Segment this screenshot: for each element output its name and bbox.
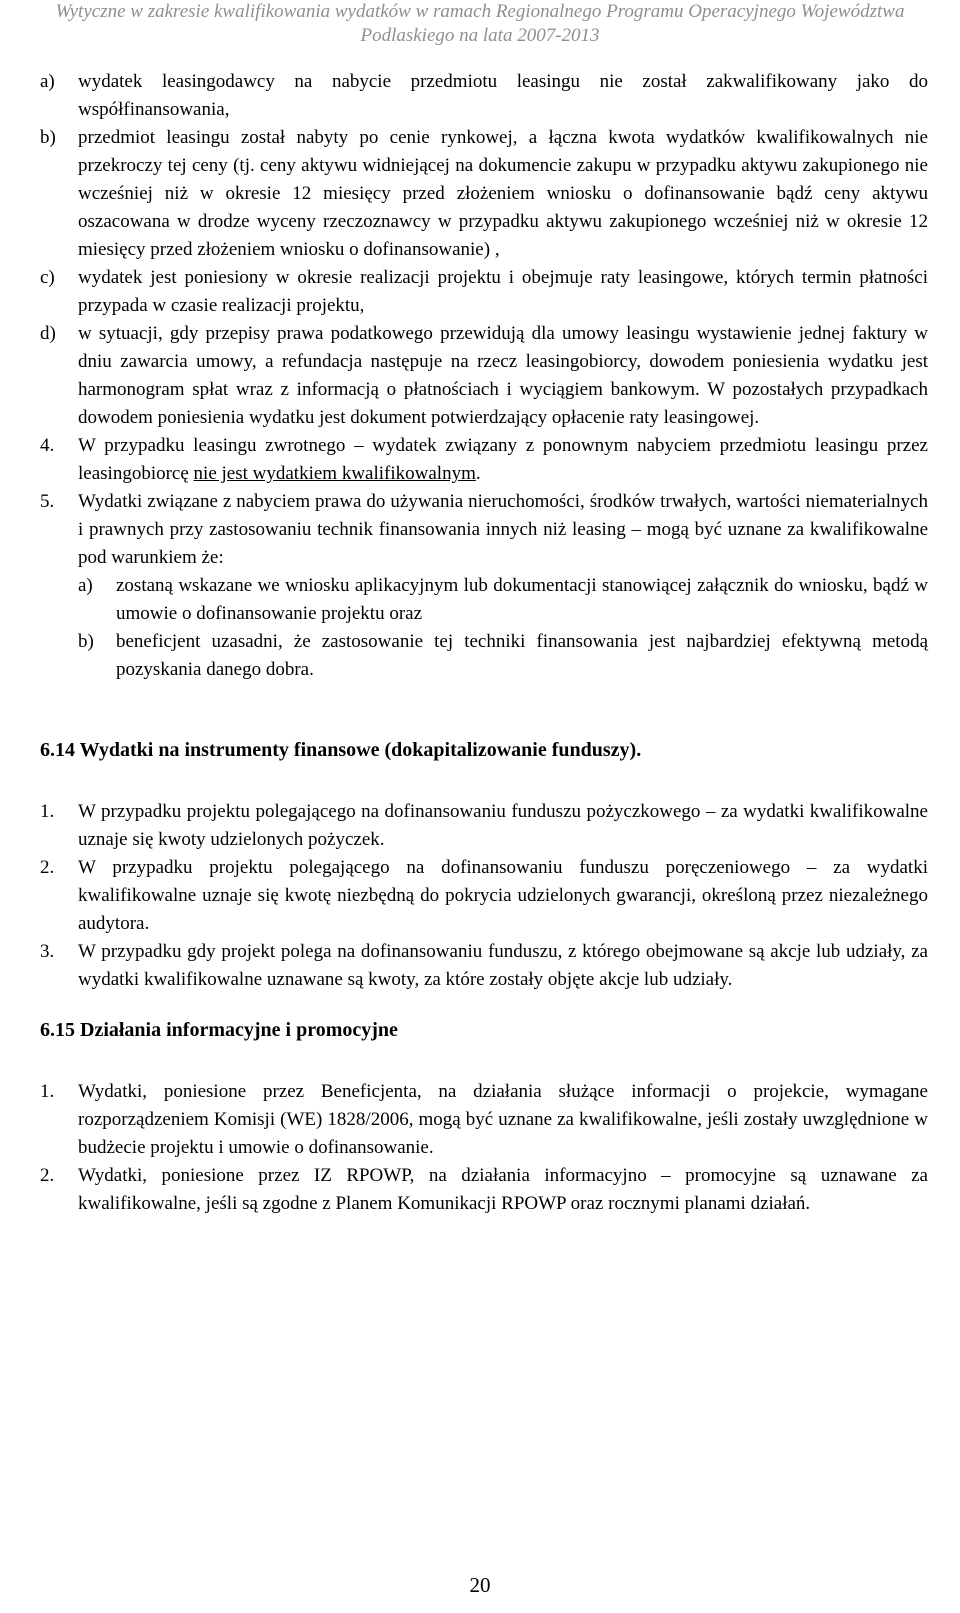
list-item bbox=[40, 68, 928, 124]
list-item bbox=[40, 854, 928, 938]
list-item-label: b) bbox=[40, 127, 56, 148]
list-item-label: 1. bbox=[40, 801, 55, 822]
running-header bbox=[0, 0, 960, 48]
sub-list-item-label: a) bbox=[78, 575, 93, 596]
list-item-label: 1. bbox=[40, 1081, 55, 1102]
list-a bbox=[40, 68, 928, 432]
document-body bbox=[40, 68, 928, 1218]
list-item-text: wydatek jest poniesiony w okresie realizacji projektu i obejmuje raty leasingowe, których termin płatności przypada w czasie realizacji projektu, bbox=[78, 267, 928, 316]
item4-text-pre: W przypadku leasingu zwrotnego – wydatek związany z ponownym nabyciem przedmiotu leasingu przez leasingobiorcę bbox=[78, 435, 928, 484]
list-item-text: W przypadku gdy projekt polega na dofinansowaniu funduszu, z którego obejmowane są akcje lub udziały, za wydatki kwalifikowalne uznawane są kwoty, za które zostały objęte akcje lub udziały. bbox=[78, 941, 928, 990]
list-item-text: Wydatki, poniesione przez Beneficjenta, na działania służące informacji o projekcie, wymagane rozporządzeniem Komisji (WE) 1828/2006, mogą być uznane za kwalifikowalne, jeśli zostały uwzględnione w budżecie projektu i umowie o dofinansowanie. bbox=[78, 1081, 928, 1158]
list-item-5 bbox=[40, 488, 928, 684]
list-item bbox=[40, 798, 928, 854]
list-item bbox=[40, 264, 928, 320]
list-item-label: 3. bbox=[40, 941, 55, 962]
list-item-4 bbox=[40, 432, 928, 488]
list-item-label: d) bbox=[40, 323, 56, 344]
section-6-15-list bbox=[40, 1078, 928, 1218]
list-item bbox=[40, 938, 928, 994]
list-item-text bbox=[78, 432, 928, 488]
list-item bbox=[40, 1078, 928, 1162]
item4-underlined-text: nie jest wydatkiem kwalifikowalnym bbox=[193, 463, 476, 484]
list-item bbox=[40, 124, 928, 264]
item4-text-post: . bbox=[475, 463, 481, 484]
list-item-text: przedmiot leasingu został nabyty po cenie rynkowej, a łączna kwota wydatków kwalifikowalnych nie przekroczy tej ceny (tj. ceny aktywu widniejącej na dokumencie zakupu w przypadku aktywu zakupionego nie wcześniej niż w okresie 12 miesięcy przed złożeniem wniosku o dofinansowanie bądź ceny aktywu oszacowana w drodze wyceny rzeczoznawcy w przypadku aktywu zakupionego wcześniej niż w okresie 12 miesięcy przed złożeniem wniosku o dofinansowanie) , bbox=[78, 127, 928, 260]
header-line-1: Wytyczne w zakresie kwalifikowania wydatków w ramach Regionalnego Programu Operacyjnego Województwa bbox=[55, 1, 905, 22]
list-item-text: wydatek leasingodawcy na nabycie przedmiotu leasingu nie został zakwalifikowany jako do współfinansowania, bbox=[78, 71, 928, 120]
section-heading-6-15: 6.15 Działania informacyjne i promocyjne bbox=[40, 1019, 398, 1041]
list-item-label: 4. bbox=[40, 435, 55, 456]
list-item-label: a) bbox=[40, 71, 55, 92]
page-number: 20 bbox=[469, 1573, 491, 1597]
sub-list-item-label: b) bbox=[78, 631, 94, 652]
sub-list-item bbox=[78, 628, 928, 684]
section-6-14-list bbox=[40, 798, 928, 994]
sub-list-item-text: zostaną wskazane we wniosku aplikacyjnym lub dokumentacji stanowiącej załącznik do wniosku, bądź w umowie o dofinansowanie projektu oraz bbox=[116, 575, 928, 624]
list-item-text: Wydatki, poniesione przez IZ RPOWP, na działania informacyjno – promocyjne są uznawane za kwalifikowalne, jeśli są zgodne z Planem Komunikacji RPOWP oraz rocznymi planami działań. bbox=[78, 1165, 928, 1214]
item5-text: Wydatki związane z nabyciem prawa do używania nieruchomości, środków trwałych, wartości niematerialnych i prawnych przy zastosowaniu technik finansowania innych niż leasing – mogą być uznane za kwalifikowalne pod warunkiem że: bbox=[78, 491, 928, 568]
sub-list-item bbox=[78, 572, 928, 628]
list-item-label: 2. bbox=[40, 857, 55, 878]
list-item-label: 5. bbox=[40, 491, 55, 512]
list-item-text bbox=[78, 488, 928, 684]
section-heading-6-14: 6.14 Wydatki na instrumenty finansowe (dokapitalizowanie funduszy). bbox=[40, 739, 642, 761]
list-item-label: 2. bbox=[40, 1165, 55, 1186]
list-item-text: w sytuacji, gdy przepisy prawa podatkowego przewidują dla umowy leasingu wystawienie jednej faktury w dniu zawarcia umowy, a refundacja następuje na rzecz leasingobiorcy, dowodem poniesienia wydatku jest harmonogram spłat wraz z informacją o płatnościach i wyciągiem bankowym. W pozostałych przypadkach dowodem poniesienia wydatku jest dokument potwierdzający opłacenie raty leasingowej. bbox=[78, 323, 928, 428]
list-item-text: W przypadku projektu polegającego na dofinansowaniu funduszu pożyczkowego – za wydatki kwalifikowalne uznaje się kwoty udzielonych pożyczek. bbox=[78, 801, 928, 850]
sub-list-item-text: beneficjent uzasadni, że zastosowanie tej techniki finansowania jest najbardziej efektywną metodą pozyskania danego dobra. bbox=[116, 631, 928, 680]
list-item bbox=[40, 320, 928, 432]
list-item-text: W przypadku projektu polegającego na dofinansowaniu funduszu poręczeniowego – za wydatki kwalifikowalne uznaje się kwotę niezbędną do pokrycia udzielonych gwarancji, określoną przez niezależnego audytora. bbox=[78, 857, 928, 934]
header-line-2: Podlaskiego na lata 2007-2013 bbox=[360, 25, 600, 46]
list-item bbox=[40, 1162, 928, 1218]
list-item-label: c) bbox=[40, 267, 55, 288]
